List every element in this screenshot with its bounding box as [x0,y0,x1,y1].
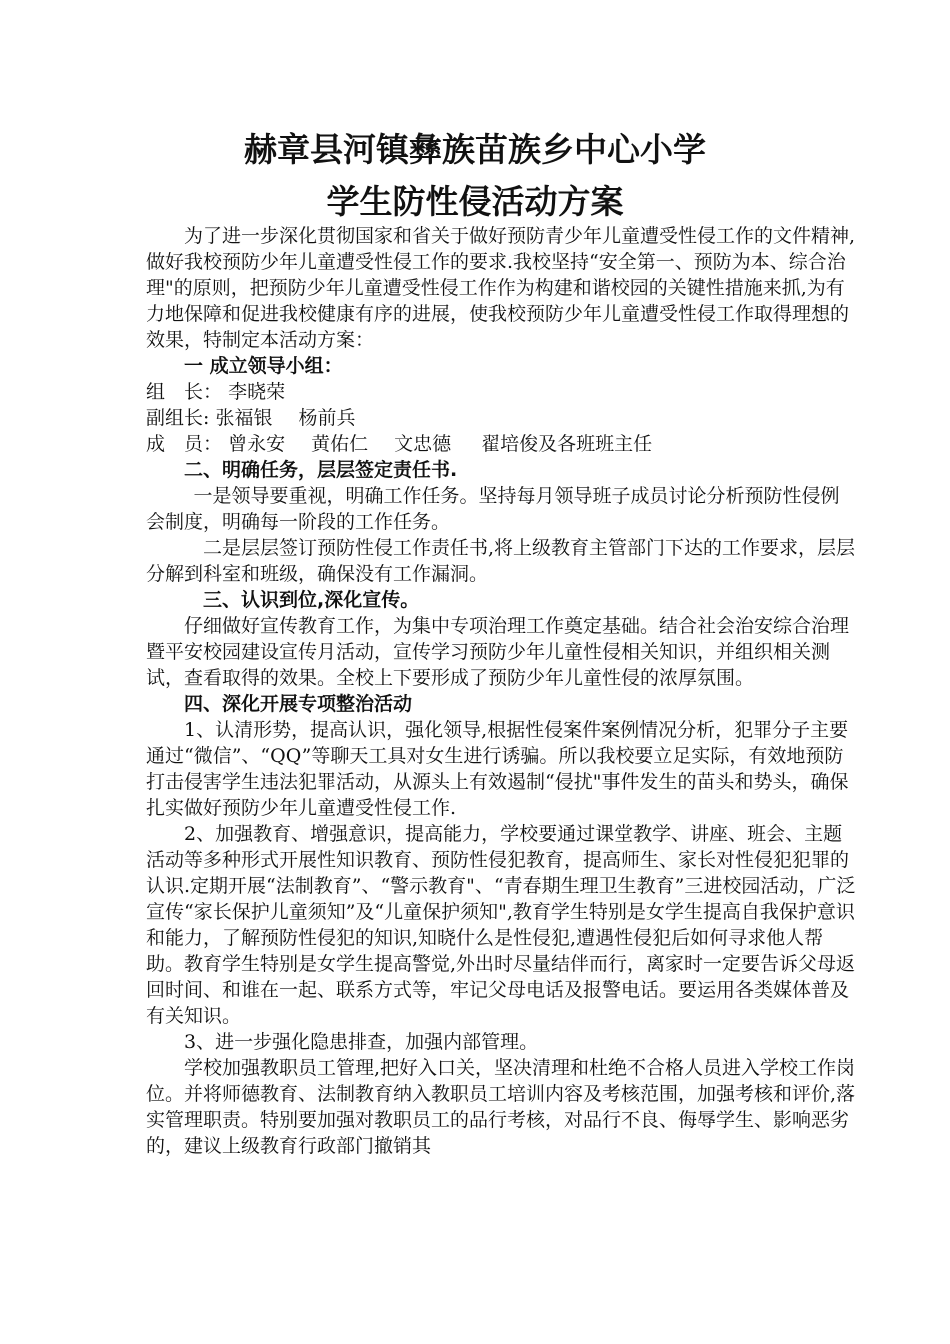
members-label: 成 员： [146,433,223,455]
intro-paragraph: 为了进一步深化贯彻国家和省关于做好预防青少年儿童遭受性侵工作的文件精神,做好我校预防少年儿童遭受性侵工作的要求.我校坚持“安全第一、预防为本、综合治理"的原则，把预防少年儿童遭受性侵工作作为构建和谐校园的关键性措施来抓,为有力地保障和促进我校健康有序的进展，使我校预防少年儿童遭受性侵工作取得理想的效果，特制定本活动方案： [146,225,856,351]
deputy-name: 杨前兵 [298,407,356,429]
section-1-heading: 一 成立领导小组： [184,355,343,377]
section-2-paragraph-1: 一是领导要重视，明确工作任务。坚持每月领导班子成员讨论分析预防性侵例会制度，明确每一阶段的工作任务。 [146,485,840,533]
deputy-line [146,405,858,431]
document-body [146,223,858,1159]
section-4-paragraph-3: 3、进一步强化隐患排查，加强内部管理。 [184,1031,539,1053]
section-4-paragraph-1: 1、认清形势，提高认识，强化领导,根据性侵案件案例情况分析，犯罪分子主要通过“微信”、“QQ”等聊天工具对女生进行诱骗。所以我校要立足实际，有效地预防打击侵害学生违法犯罪活动，从源头上有效遏制“侵扰"事件发生的苗头和势头，确保扎实做好预防少年儿童遭受性侵工作. [146,719,849,819]
member-name: 翟培俊及各班班主任 [481,433,653,455]
member-name: 曾永安 [228,433,286,455]
section-2-paragraph-2: 二是层层签订预防性侵工作责任书,将上级教育主管部门下达的工作要求，层层分解到科室和班级，确保没有工作漏洞。 [146,537,856,585]
members-line [146,431,858,457]
deputy-label: 副组长: [146,407,210,429]
section-4-heading: 四、深化开展专项整治活动 [184,693,413,715]
member-name: 黄佑仁 [311,433,369,455]
section-2-heading: 二、明确任务，层层签定责任书. [184,459,458,481]
leader-line [146,379,858,405]
document-title-line-1: 赫章县河镇彝族苗族乡中心小学 [244,130,706,169]
deputy-name: 张福银 [215,407,273,429]
document-title-line-2: 学生防性侵活动方案 [326,182,624,221]
section-4-paragraph-2: 2、加强教育、增强意识，提高能力，学校要通过课堂教学、讲座、班会、主题活动等多种形式开展性知识教育、预防性侵犯教育，提高师生、家长对性侵犯犯罪的认识.定期开展“法制教育”、“警示教育"、“青春期生理卫生教育”三进校园活动，广泛宣传“家长保护儿童须知”及“儿童保护须知",教育学生特别是女学生提高自我保护意识和能力，了解预防性侵犯的知识,知晓什么是性侵犯,遭遇性侵犯后如何寻求他人帮助。教育学生特别是女学生提高警觉,外出时尽量结伴而行，离家时一定要告诉父母返回时间、和谁在一起、联系方式等，牢记父母电话及报警电话。要运用各类媒体普及有关知识。 [146,823,856,1027]
member-name: 文忠德 [394,433,452,455]
section-4-paragraph-4: 学校加强教职员工管理,把好入口关，坚决清理和杜绝不合格人员进入学校工作岗位。并将师德教育、法制教育纳入教职员工培训内容及考核范围，加强考核和评价,落实管理职责。特别要加强对教职员工的品行考核，对品行不良、侮辱学生、影响恶劣的，建议上级教育行政部门撤销其 [146,1057,856,1157]
leader-label: 组 长： [146,381,223,403]
section-3-paragraph-1: 仔细做好宣传教育工作，为集中专项治理工作奠定基础。结合社会治安综合治理暨平安校园建设宣传月活动，宣传学习预防少年儿童性侵相关知识，并组织相关测试，查看取得的效果。全校上下要形成了预防少年儿童性侵的浓厚氛围。 [146,615,850,689]
section-3-heading: 三、认识到位,深化宣传。 [203,589,420,611]
leader-name: 李晓荣 [228,381,286,403]
